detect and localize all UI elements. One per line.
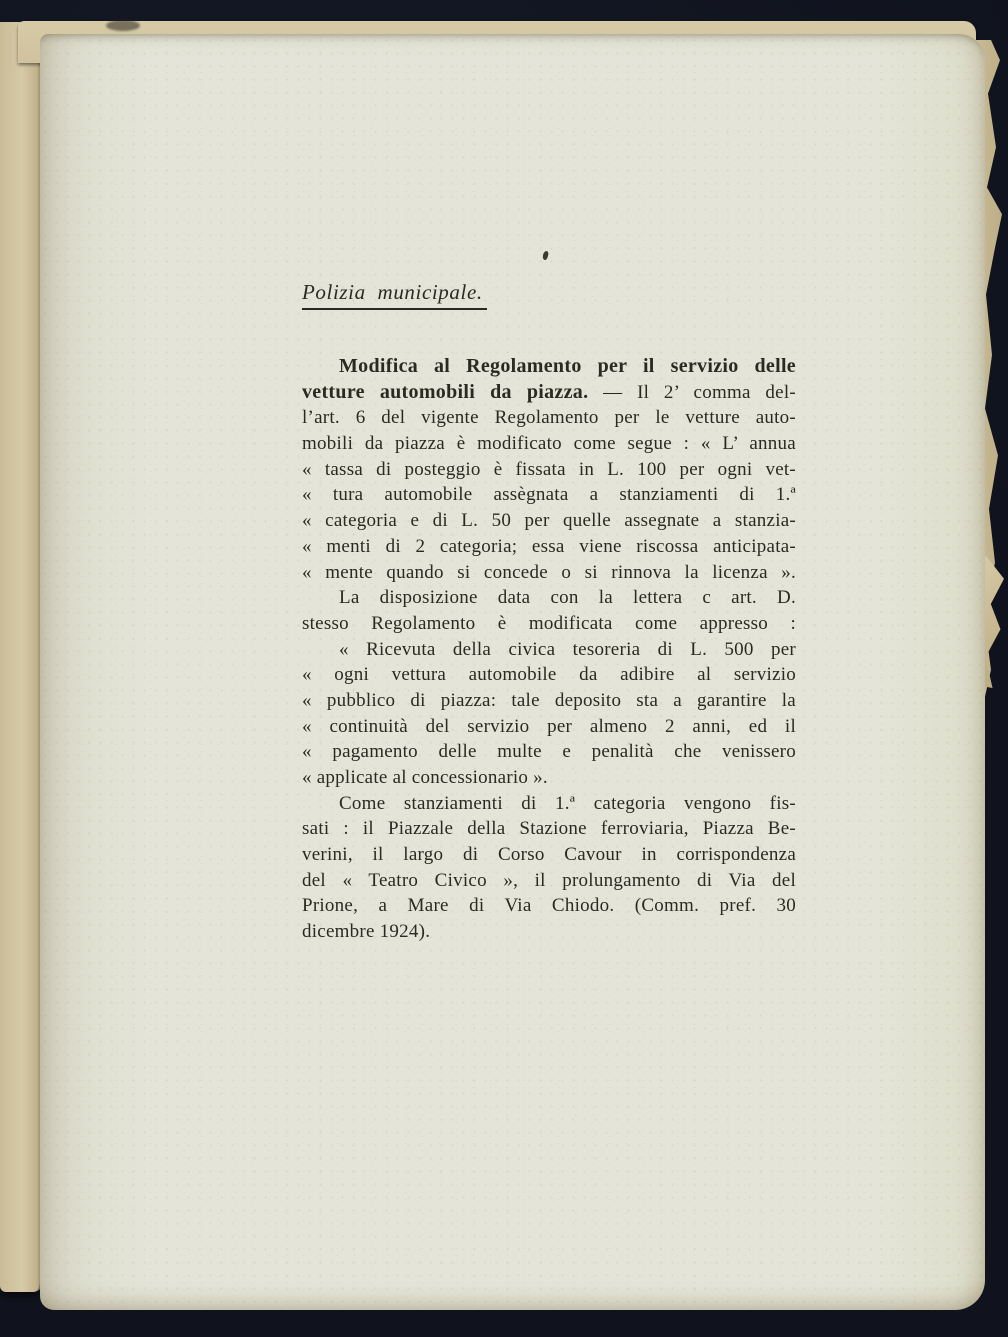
text-line — [302, 842, 796, 868]
text-line — [302, 791, 796, 817]
text-line — [302, 765, 796, 791]
text-line — [302, 431, 796, 457]
text-segment: Come stanziamenti di 1.ª categoria vengono fis- — [339, 792, 796, 814]
text-segment: « pubblico di piazza: tale deposito sta a garantire la — [302, 689, 796, 711]
text-segment: del « Teatro Civico », il prolungamento di Via del — [302, 869, 796, 891]
text-line — [302, 457, 796, 483]
text-segment: La disposizione data con la lettera c art. D. — [339, 587, 796, 609]
text-line — [302, 482, 796, 508]
text-segment: « tassa di posteggio è fissata in L. 100 per ogni vet- — [302, 458, 796, 480]
text-line — [302, 893, 796, 919]
text-segment: verini, il largo di Corso Cavour in corrispondenza — [302, 844, 796, 866]
bold-text-segment: vetture automobili da piazza. — [302, 380, 589, 403]
text-line — [302, 380, 796, 406]
top-edge-smudge — [106, 20, 140, 31]
text-line — [302, 405, 796, 431]
text-block — [302, 280, 796, 945]
text-segment: « applicate al concessionario ». — [302, 767, 548, 788]
ink-speck — [542, 250, 550, 260]
text-segment: « continuità del servizio per almeno 2 anni, ed il — [302, 715, 796, 737]
previous-page-edge — [0, 22, 43, 1292]
section-heading: Polizia municipale. — [302, 280, 487, 310]
text-segment: dicembre 1924). — [302, 921, 431, 943]
text-segment: « ogni vettura automobile da adibire al servizio — [302, 664, 796, 686]
text-line — [302, 611, 796, 637]
text-segment: — Il 2’ comma del- — [588, 381, 796, 403]
text-line — [302, 560, 796, 586]
text-segment: « pagamento delle multe e penalità che venissero — [302, 741, 796, 763]
text-segment: mobili da piazza è modificato come segue : « L’ annua — [302, 433, 796, 455]
text-line — [302, 662, 796, 688]
text-line — [302, 585, 796, 611]
text-line — [302, 354, 796, 380]
text-segment: « mente quando si concede o si rinnova la licenza ». — [302, 561, 796, 583]
text-line — [302, 739, 796, 765]
text-segment: « menti di 2 categoria; essa viene riscossa anticipata- — [302, 535, 796, 557]
text-segment: « categoria e di L. 50 per quelle assegnate a stanzia- — [302, 510, 796, 532]
text-segment: l’art. 6 del vigente Regolamento per le vetture auto- — [302, 407, 796, 429]
text-line — [302, 919, 796, 945]
text-segment: stesso Regolamento è modificata come appresso : — [302, 612, 796, 634]
text-segment: Prione, a Mare di Via Chiodo. (Comm. pref. 30 — [302, 895, 796, 917]
text-line — [302, 534, 796, 560]
text-segment: sati : il Piazzale della Stazione ferroviaria, Piazza Be- — [302, 818, 796, 840]
text-line — [302, 688, 796, 714]
text-line — [302, 714, 796, 740]
text-segment: « tura automobile assègnata a stanziamenti di 1.ª — [302, 484, 796, 506]
book-page — [40, 34, 985, 1310]
text-line — [302, 508, 796, 534]
text-segment: « Ricevuta della civica tesoreria di L. 500 per — [339, 638, 796, 660]
article-text — [302, 354, 796, 945]
text-line — [302, 868, 796, 894]
bold-text-segment: Modifica al Regolamento per il servizio delle — [339, 355, 796, 377]
text-line — [302, 816, 796, 842]
text-line — [302, 637, 796, 663]
